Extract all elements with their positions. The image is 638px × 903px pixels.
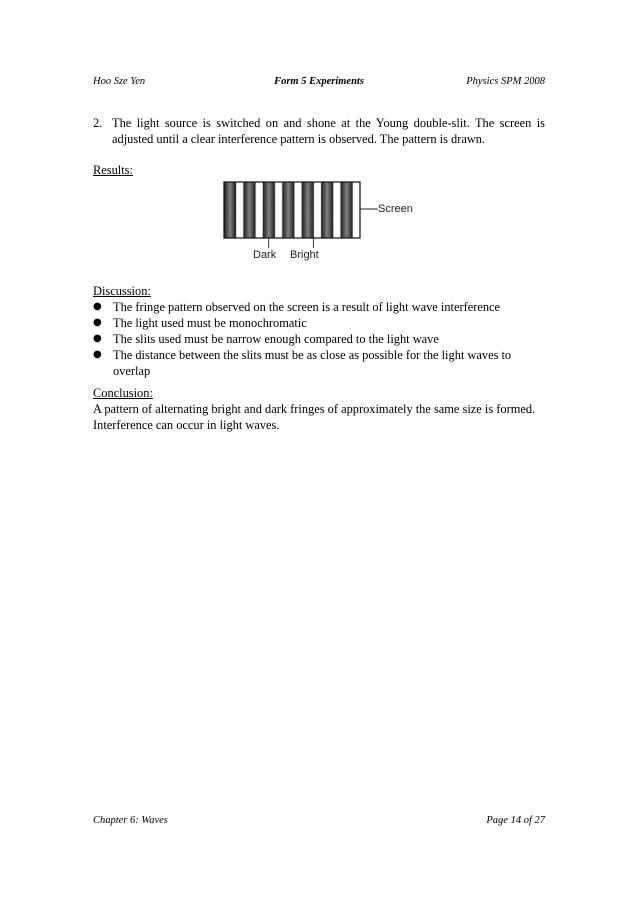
discussion-point: ● The slits used must be narrow enough compared to the light wave — [93, 332, 439, 346]
bright-fringe — [315, 182, 321, 238]
header-course: Physics SPM 2008 — [466, 76, 545, 87]
bright-fringe — [295, 182, 301, 238]
bright-fringe — [334, 182, 340, 238]
header-title: Form 5 Experiments — [274, 76, 364, 87]
dark-fringe — [341, 182, 353, 238]
dark-fringe — [263, 182, 275, 238]
screen-label: Screen — [378, 203, 413, 215]
results-heading: Results: — [93, 163, 133, 177]
footer-chapter: Chapter 6: Waves — [93, 815, 168, 826]
step-text: The light source is switched on and shone at the Young double-slit. The screen is adjusted until a clear interference pattern is observed. The pattern is drawn. — [112, 116, 545, 146]
conclusion-section — [93, 385, 545, 433]
step-number: 2. — [93, 116, 103, 130]
dark-fringe — [321, 182, 333, 238]
bullet-icon: ● — [93, 349, 102, 360]
dark-fringe — [224, 182, 236, 238]
bullet-icon: ● — [93, 317, 102, 328]
dark-fringe — [243, 182, 255, 238]
discussion-section — [93, 283, 545, 379]
page-header — [93, 76, 545, 90]
conclusion-heading: Conclusion: — [93, 386, 153, 400]
bright-fringe — [276, 182, 282, 238]
bullet-icon: ● — [93, 333, 102, 344]
bright-fringe — [353, 182, 359, 238]
bright-label: Bright — [290, 249, 319, 261]
dark-label: Dark — [253, 249, 277, 261]
bright-fringe — [256, 182, 262, 238]
dark-fringe — [302, 182, 314, 238]
page-footer — [93, 815, 545, 829]
discussion-point: ● The distance between the slits must be as close as possible for the light waves to overlap — [93, 348, 512, 378]
conclusion-text: A pattern of alternating bright and dark fringes of approximately the same size is formed. Interference can occur in light waves. — [93, 402, 536, 432]
discussion-heading: Discussion: — [93, 284, 151, 298]
bullet-icon: ● — [93, 301, 102, 312]
step-item — [93, 115, 545, 147]
discussion-point: ● The fringe pattern observed on the screen is a result of light wave interference — [93, 300, 501, 314]
discussion-list — [93, 299, 545, 379]
fringe-pattern — [224, 182, 378, 248]
header-author: Hoo Sze Yen — [93, 76, 146, 87]
footer-page-number: Page 14 of 27 — [486, 815, 545, 826]
interference-pattern-diagram — [220, 178, 420, 264]
bright-fringe — [237, 182, 243, 238]
discussion-point: ● The light used must be monochromatic — [93, 316, 307, 330]
interference-figure — [220, 178, 420, 264]
dark-fringe — [282, 182, 294, 238]
